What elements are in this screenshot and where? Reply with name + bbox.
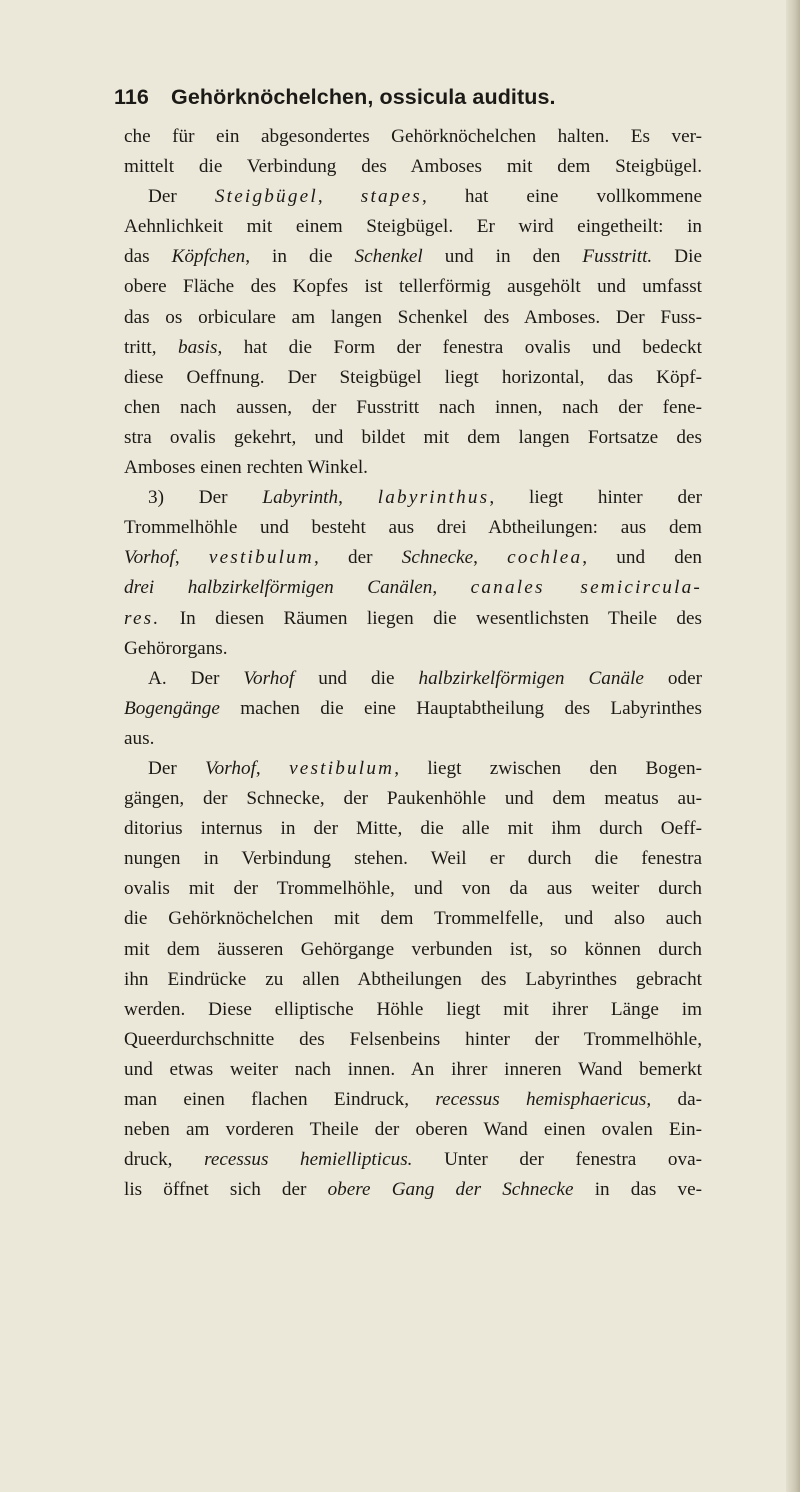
text-line — [124, 182, 702, 212]
body-text — [124, 122, 702, 1205]
emphasis-run: canales semicircula- — [470, 577, 703, 599]
text-line — [124, 272, 702, 302]
emphasis-run: cochlea — [507, 547, 583, 569]
text-line — [124, 1025, 702, 1055]
text-run: In diesen Räumen liegen die wesentlichsten Theile des — [160, 607, 702, 629]
text-run: obere Fläche des Kopfes ist tellerförmig ausgehölt und umfasst — [124, 276, 702, 298]
text-run: ovalis mit der Trommelhöhle, und von da aus weiter durch — [124, 878, 702, 900]
text-run: Der — [148, 186, 215, 208]
text-line — [124, 453, 702, 483]
text-run: , liegt zwischen den Bogen- — [394, 757, 703, 779]
emphasis-run: Labyrinth — [262, 487, 339, 509]
text-run: das — [124, 246, 172, 268]
text-run: diese Oeffnung. Der Steigbügel liegt horizontal, das Köpf- — [124, 366, 702, 388]
text-run: und etwas weiter nach innen. An ihrer inneren Wand bemerkt — [124, 1058, 702, 1080]
text-run: das os orbiculare am langen Schenkel des Amboses. Der Fuss- — [124, 306, 702, 328]
text-run: , — [338, 487, 378, 509]
text-run: die Gehörknöchelchen mit dem Trommelfelle, und also auch — [124, 908, 702, 930]
emphasis-run: Vorhof — [205, 757, 256, 779]
text-run: gängen, der Schnecke, der Paukenhöhle und dem meatus au- — [124, 788, 702, 810]
text-run: stra ovalis gekehrt, und bildet mit dem langen Fortsatze des — [124, 426, 702, 448]
emphasis-run: res. — [124, 607, 161, 629]
text-run: , hat die Form der fenestra ovalis und bedeckt — [217, 336, 702, 358]
emphasis-run: Vorhof — [243, 667, 295, 689]
text-line — [124, 604, 702, 634]
emphasis-run: halbzirkelförmigen Canäle — [418, 667, 644, 689]
emphasis-run: obere Gang der Schnecke — [327, 1179, 574, 1201]
emphasis-run: Schenkel — [354, 246, 423, 268]
emphasis-run: vestibulum — [289, 757, 395, 779]
text-line — [124, 965, 702, 995]
text-line — [124, 1115, 702, 1145]
emphasis-run: Vorhof — [124, 547, 175, 569]
emphasis-run: Köpfchen — [171, 246, 246, 268]
text-run: Der — [148, 757, 206, 779]
text-run: tritt, — [124, 336, 178, 358]
emphasis-run: Fusstritt. — [582, 246, 653, 268]
text-line — [124, 904, 702, 934]
text-run: Die — [652, 246, 702, 268]
emphasis-run: recessus hemisphaericus — [435, 1089, 647, 1110]
text-run: che für ein abgesondertes Gehörknöchelchen halten. Es ver- — [124, 126, 702, 147]
text-line — [124, 724, 702, 754]
text-line — [124, 242, 702, 272]
emphasis-run: labyrinthus — [377, 487, 490, 509]
text-line — [124, 333, 702, 363]
text-line — [124, 152, 702, 182]
text-line — [124, 814, 702, 844]
text-run: machen die eine Hauptabtheilung des Labyrinthes — [219, 697, 702, 719]
text-run: A. Der — [148, 667, 244, 689]
emphasis-run: Schnecke — [401, 547, 474, 569]
text-run: Queerdurchschnitte des Felsenbeins hinter der Trommelhöhle, — [124, 1028, 702, 1050]
text-run: , in die — [245, 246, 355, 268]
text-line — [124, 784, 702, 814]
emphasis-run: recessus hemiellipticus. — [204, 1149, 413, 1171]
text-run: 3) Der — [148, 487, 263, 509]
text-run: , — [255, 757, 290, 779]
text-line — [124, 393, 702, 423]
text-run: und die — [294, 667, 419, 689]
text-line — [124, 844, 702, 874]
text-run: neben am vorderen Theile der oberen Wand einen ovalen Ein- — [124, 1119, 702, 1141]
text-line — [124, 694, 702, 724]
text-run: ditorius internus in der Mitte, die alle mit ihm durch Oeff- — [124, 818, 702, 840]
emphasis-run: vestibulum — [208, 547, 314, 569]
text-run: Amboses einen rechten Winkel. — [124, 457, 368, 479]
page-edge — [786, 0, 800, 1492]
text-run: , hat eine vollkommene — [421, 186, 702, 208]
text-run: , — [432, 577, 471, 599]
text-run: , und den — [582, 547, 702, 569]
text-run: werden. Diese elliptische Höhle liegt mit ihrer Länge im — [124, 998, 702, 1020]
text-line — [124, 1055, 702, 1085]
text-run: Aehnlichkeit mit einem Steigbügel. Er wird eingetheilt: in — [124, 216, 702, 238]
running-head — [114, 78, 702, 116]
text-run: und in den — [422, 246, 583, 268]
text-run: Trommelhöhle und besteht aus drei Abtheilungen: aus dem — [124, 517, 702, 539]
text-run: Unter der fenestra ova- — [412, 1149, 702, 1171]
text-run: lis öffnet sich der — [124, 1179, 328, 1201]
emphasis-run: drei halbzirkelförmigen Canälen — [124, 577, 433, 599]
text-line — [124, 303, 702, 333]
running-title: Gehörknöchelchen, ossicula auditus. — [171, 85, 556, 109]
text-line — [124, 1085, 702, 1115]
text-line — [124, 754, 702, 784]
text-line — [124, 1175, 702, 1205]
text-line — [124, 363, 702, 393]
emphasis-run: stapes — [360, 186, 422, 208]
text-run: oder — [643, 667, 703, 689]
text-line — [124, 513, 702, 543]
book-page — [114, 78, 703, 1205]
text-run: Gehörorgans. — [124, 637, 228, 659]
page-number: 116 — [114, 85, 149, 109]
text-run: , — [317, 186, 361, 208]
emphasis-run: Bogengänge — [124, 697, 220, 719]
text-run: , da- — [646, 1089, 702, 1110]
text-run: mit dem äusseren Gehörgange verbunden ist, so können durch — [124, 938, 702, 960]
text-line — [124, 1145, 702, 1175]
text-line — [124, 122, 702, 152]
text-run: , — [473, 547, 508, 569]
text-run: in das ve- — [573, 1179, 702, 1201]
emphasis-run: Steigbügel — [214, 186, 318, 208]
text-line — [124, 573, 702, 603]
text-run: nungen in Verbindung stehen. Weil er durch die fenestra — [124, 848, 702, 870]
text-run: man einen flachen Eindruck, — [124, 1089, 436, 1110]
text-line — [124, 995, 702, 1025]
text-line — [124, 543, 702, 573]
text-run: ihn Eindrücke zu allen Abtheilungen des Labyrinthes gebracht — [124, 968, 702, 990]
text-line — [124, 935, 702, 965]
text-line — [124, 874, 702, 904]
text-line — [124, 664, 702, 694]
emphasis-run: basis — [177, 336, 218, 358]
text-run: druck, — [124, 1149, 205, 1171]
text-run: aus. — [124, 727, 155, 749]
text-run: mittelt die Verbindung des Amboses mit dem Steigbügel. — [124, 156, 702, 178]
text-run: , der — [314, 547, 402, 569]
text-run: , — [174, 547, 209, 569]
text-line — [124, 483, 702, 513]
text-run: , liegt hinter der — [489, 487, 702, 509]
text-line — [124, 212, 702, 242]
text-line — [124, 634, 702, 664]
text-line — [124, 423, 702, 453]
text-run: chen nach aussen, der Fusstritt nach innen, nach der fene- — [124, 396, 702, 418]
